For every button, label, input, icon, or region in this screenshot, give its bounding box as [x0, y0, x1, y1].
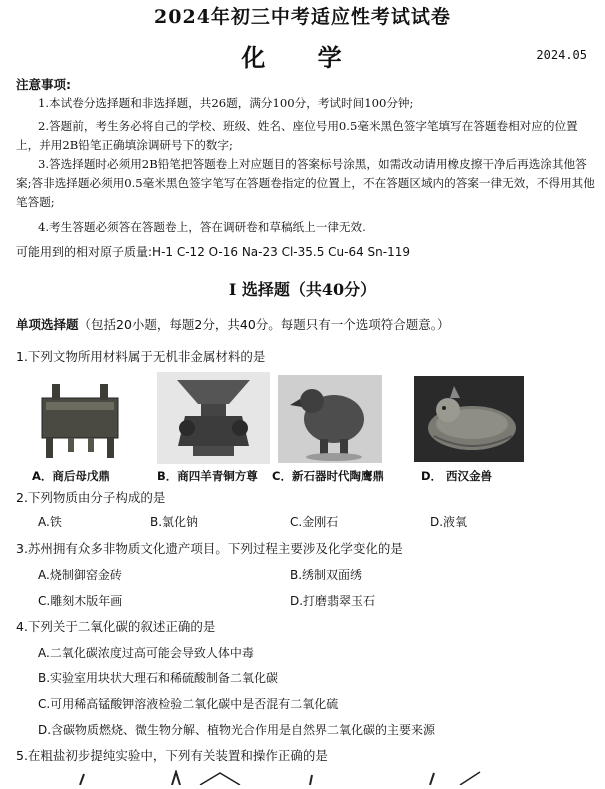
notice-heading: 注意事项: — [16, 77, 71, 92]
artifact-image-c-eagle — [278, 375, 382, 463]
question-3-option-d[interactable]: D.打磨翡翠玉石 — [290, 594, 376, 608]
instructions-bold: 单项选择题 — [16, 317, 79, 332]
artifact-image-b-zun — [157, 372, 270, 464]
notice-item-3: 3.答选择题时必须用2B铅笔把答题卷上对应题目的答案标号涂黑，如需改动请用橡皮擦干净后再选涂其他答案;答非选择题必须用0.5毫米黑色签字笔写在答题卷指定的位置上，不在答题区域内的答案一律无效，不得用其他笔答题; — [16, 157, 595, 209]
question-3-stem: 3.苏州拥有众多非物质文化遗产项目。下列过程主要涉及化学变化的是 — [16, 541, 403, 556]
question-2-option-b[interactable]: B.氯化钠 — [150, 515, 199, 529]
exam-date: 2024.05 — [536, 48, 587, 62]
notice-item-4: 4.考生答题必须答在答题卷上，答在调研卷和草稿纸上一律无效. — [38, 220, 366, 234]
subject-title: 化 学 — [241, 43, 364, 72]
question-4-option-a[interactable]: A.二氧化碳浓度过高可能会导致人体中毒 — [38, 646, 254, 660]
question-2-stem: 2.下列物质由分子构成的是 — [16, 490, 166, 505]
question-4-stem: 4.下列关于二氧化碳的叙述正确的是 — [16, 619, 216, 634]
question-1-option-c[interactable]: C．新石器时代陶鹰鼎 — [272, 469, 384, 483]
question-1-option-b[interactable]: B．商四羊青铜方尊 — [157, 469, 258, 483]
question-2-option-d[interactable]: D.液氧 — [430, 515, 468, 529]
question-2-option-c[interactable]: C.金刚石 — [290, 515, 339, 529]
atomic-masses: 可能用到的相对原子质量:H-1 C-12 O-16 Na-23 Cl-35.5 Cu-64 Sn-119 — [16, 245, 411, 259]
question-4-option-c[interactable]: C.可用稀高锰酸钾溶液检验二氧化碳中是否混有二氧化硫 — [38, 697, 339, 711]
question-1-option-a[interactable]: A．商后母戊鼎 — [32, 469, 110, 483]
question-5-stem: 5.在粗盐初步提纯实验中，下列有关装置和操作正确的是 — [16, 748, 328, 763]
question-3-option-b[interactable]: B.绣制双面绣 — [290, 568, 363, 582]
instructions-rest: （包括20小题，每题2分，共40分。每题只有一个选项符合题意。） — [78, 317, 450, 332]
exam-title: 2024年初三中考适应性考试试卷 — [154, 6, 451, 28]
question-1-stem: 1.下列文物所用材料属于无机非金属材料的是 — [16, 349, 266, 364]
question-3-option-a[interactable]: A.烧制御窑金砖 — [38, 568, 122, 582]
artifact-image-a-ding — [28, 376, 132, 460]
question-3-option-c[interactable]: C.雕刻木版年画 — [38, 594, 123, 608]
question-4-option-d[interactable]: D.含碳物质燃烧、微生物分解、植物光合作用是自然界二氧化碳的主要来源 — [38, 723, 436, 737]
question-4-option-b[interactable]: B.实验室用块状大理石和稀硫酸制备二氧化碳 — [38, 671, 279, 685]
question-2-option-a[interactable]: A.铁 — [38, 515, 62, 529]
question-5-apparatus-figures — [60, 770, 540, 785]
notice-item-1: 1.本试卷分选择题和非选择题，共26题，满分100分，考试时间100分钟; — [38, 96, 414, 110]
question-1-option-d[interactable]: D． 西汉金兽 — [421, 469, 493, 483]
artifact-image-d-gold-beast — [414, 376, 524, 462]
notice-item-2: 2.答题前，考生务必将自己的学校、班级、姓名、座位号用0.5毫米黑色签字笔填写在答题卷相对应的位置上，并用2B铅笔正确填涂调研号下的数字; — [16, 119, 578, 152]
instructions — [16, 317, 450, 333]
section-title: Ⅰ 选择题（共40分） — [228, 280, 377, 299]
